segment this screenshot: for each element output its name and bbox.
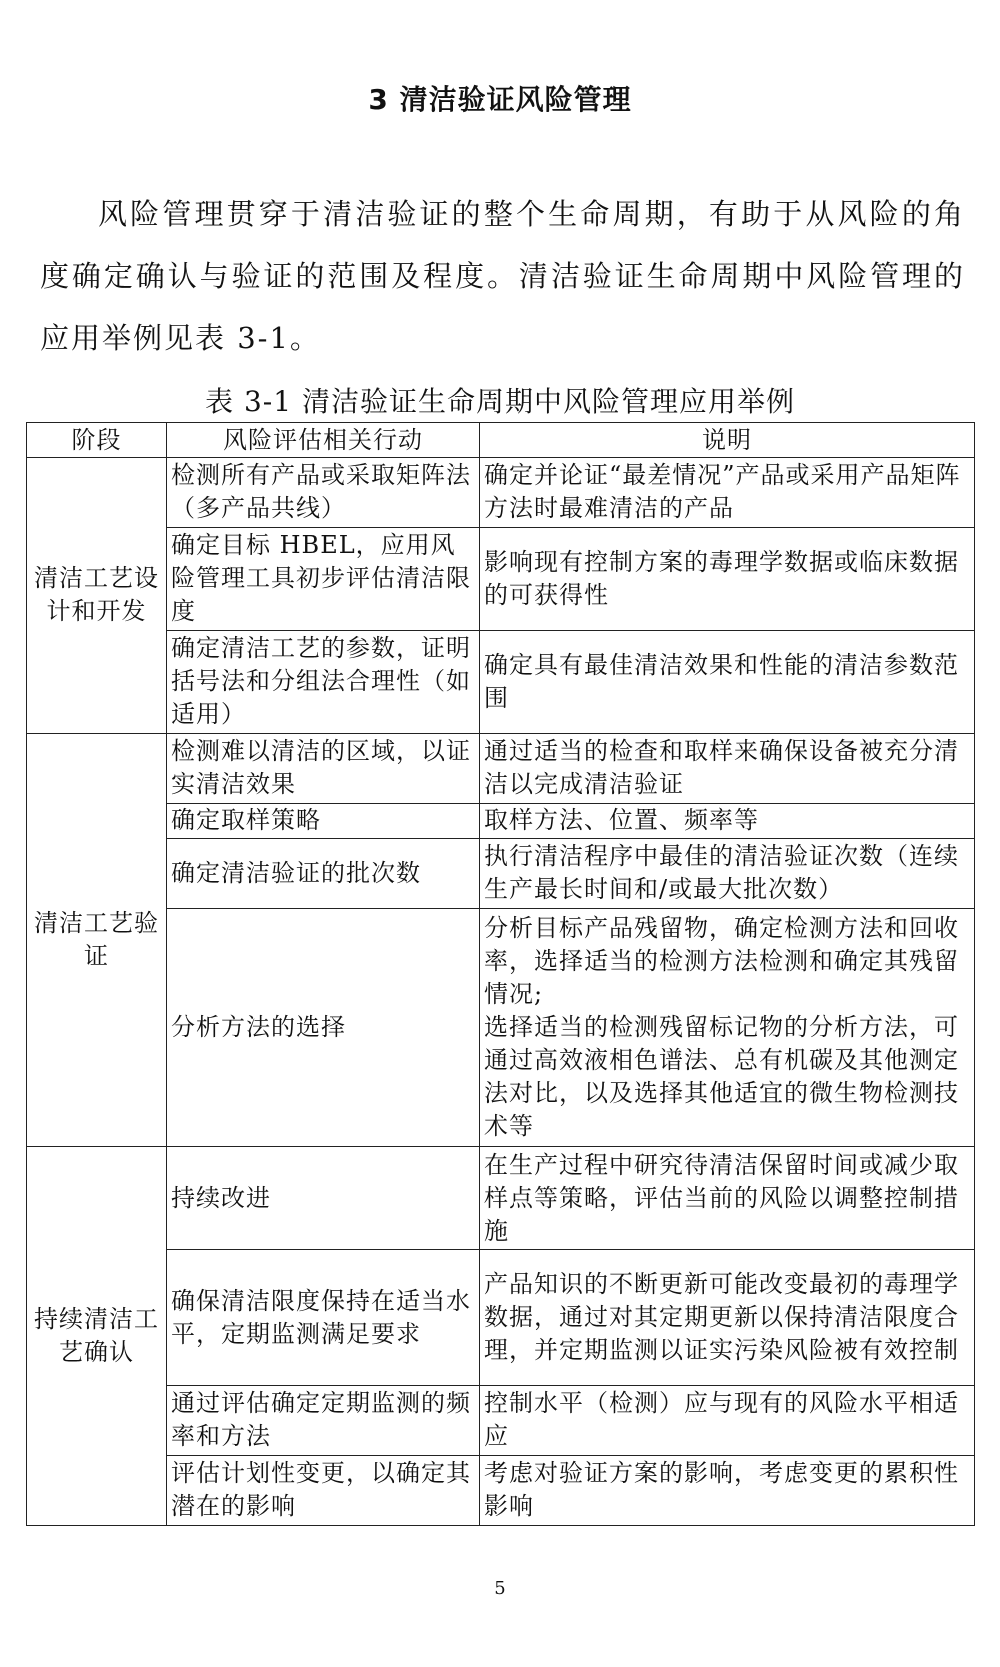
stage-cell: 清洁工艺设计和开发: [27, 458, 167, 734]
header-stage: 阶段: [27, 423, 167, 458]
action-cell: 分析方法的选择: [167, 908, 480, 1147]
header-note: 说明: [480, 423, 975, 458]
table-row: [27, 630, 975, 733]
note-cell: 确定具有最佳清洁效果和性能的清洁参数范围: [480, 630, 975, 733]
action-cell: 确定清洁验证的批次数: [167, 838, 480, 908]
table-row: [27, 838, 975, 908]
action-cell: 检测所有产品或采取矩阵法（多产品共线）: [167, 458, 480, 528]
action-cell: 确定目标 HBEL，应用风险管理工具初步评估清洁限度: [167, 527, 480, 630]
table-row: [27, 1250, 975, 1386]
note-cell: 产品知识的不断更新可能改变最初的毒理学数据，通过对其定期更新以保持清洁限度合理，并定期监测以证实污染风险被有效控制: [480, 1250, 975, 1386]
action-cell: 确定取样策略: [167, 803, 480, 838]
table-row: [27, 1385, 975, 1455]
note-cell: 通过适当的检查和取样来确保设备被充分清洁以完成清洁验证: [480, 733, 975, 803]
table-row: [27, 458, 975, 528]
table-row: [27, 733, 975, 803]
risk-management-table: [26, 422, 975, 1526]
section-heading: 3 清洁验证风险管理: [368, 83, 632, 116]
action-cell: 检测难以清洁的区域，以证实清洁效果: [167, 733, 480, 803]
action-cell: 评估计划性变更，以确定其潜在的影响: [167, 1455, 480, 1525]
table-row: [27, 908, 975, 1147]
action-cell: 持续改进: [167, 1147, 480, 1250]
intro-paragraph: 风险管理贯穿于清洁验证的整个生命周期，有助于从风险的角度确定确认与验证的范围及程度。清洁验证生命周期中风险管理的应用举例见表 3-1。: [40, 197, 965, 355]
note-cell: 在生产过程中研究待清洁保留时间或减少取样点等策略，评估当前的风险以调整控制措施: [480, 1147, 975, 1250]
note-cell: 取样方法、位置、频率等: [480, 803, 975, 838]
note-cell: 影响现有控制方案的毒理学数据或临床数据的可获得性: [480, 527, 975, 630]
action-cell: 确保清洁限度保持在适当水平，定期监测满足要求: [167, 1250, 480, 1386]
table-header-row: [27, 423, 975, 458]
note-cell: 确定并论证“最差情况”产品或采用产品矩阵方法时最难清洁的产品: [480, 458, 975, 528]
stage-cell: 持续清洁工艺确认: [27, 1147, 167, 1526]
table-row: [27, 527, 975, 630]
note-cell: 控制水平（检测）应与现有的风险水平相适应: [480, 1385, 975, 1455]
table-row: [27, 1455, 975, 1525]
action-cell: 确定清洁工艺的参数，证明括号法和分组法合理性（如适用）: [167, 630, 480, 733]
table-caption: 表 3-1 清洁验证生命周期中风险管理应用举例: [205, 385, 795, 418]
header-action: 风险评估相关行动: [167, 423, 480, 458]
note-cell: 考虑对验证方案的影响，考虑变更的累积性影响: [480, 1455, 975, 1525]
action-cell: 通过评估确定定期监测的频率和方法: [167, 1385, 480, 1455]
note-cell: 执行清洁程序中最佳的清洁验证次数（连续生产最长时间和/或最大批次数）: [480, 838, 975, 908]
table-row: [27, 1147, 975, 1250]
stage-cell: 清洁工艺验证: [27, 733, 167, 1147]
note-cell: 分析目标产品残留物，确定检测方法和回收率，选择适当的检测方法检测和确定其残留情况; 选择适当的检测残留标记物的分析方法，可通过高效液相色谱法、总有机碳及其他测定法对比，以及选择其他适宜的微生物检测技术等: [480, 908, 975, 1147]
page-number: 5: [494, 1578, 506, 1599]
table-row: [27, 803, 975, 838]
